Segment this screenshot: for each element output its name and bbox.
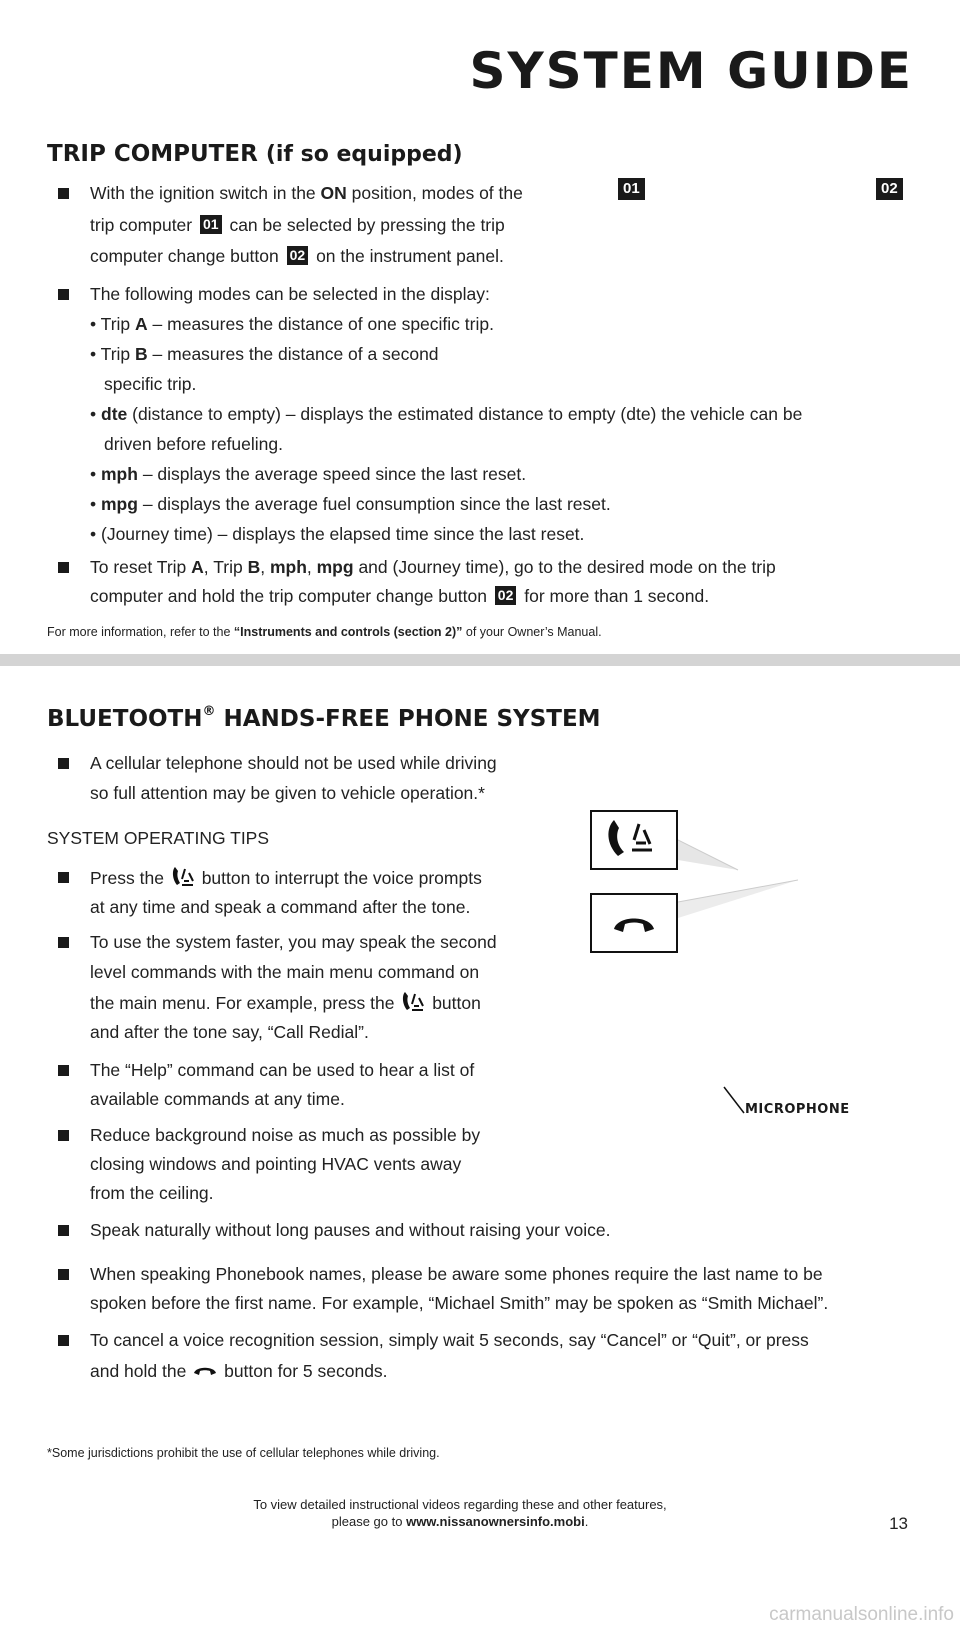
talk-phone-icon xyxy=(592,810,676,866)
tip-2-line-2: level commands with the main menu command on xyxy=(90,962,480,982)
bullet-square xyxy=(58,872,69,883)
footnote: *Some jurisdictions prohibit the use of cellular telephones while driving. xyxy=(47,1446,440,1460)
inline-badge-02: 02 xyxy=(287,246,309,265)
trip-bullet-1-line-3: computer change button 02 on the instrument panel. xyxy=(90,246,504,266)
tip-3-line-1: The “Help” command can be used to hear a list of xyxy=(90,1060,475,1080)
watermark: carmanualsonline.info xyxy=(769,1604,954,1625)
talk-phone-icon xyxy=(169,865,197,889)
bullet-square xyxy=(58,1335,69,1346)
section-divider xyxy=(0,654,960,666)
tip-1-line-1: Press the button to interrupt the voice prompts xyxy=(90,865,482,890)
microphone-label: MICROPHONE xyxy=(745,1102,850,1117)
footer-line-1: To view detailed instructional videos regarding these and other features, xyxy=(253,1497,667,1512)
tip-4-line-3: from the ceiling. xyxy=(90,1183,214,1203)
tip-3-line-2: available commands at any time. xyxy=(90,1089,345,1109)
tip-6-line-1: When speaking Phonebook names, please be aware some phones require the last name to be xyxy=(90,1264,823,1284)
talk-button-illustration xyxy=(590,810,678,870)
hang-up-button-illustration xyxy=(590,893,678,953)
bullet-square xyxy=(58,289,69,300)
bt-warning-line-1: A cellular telephone should not be used while driving xyxy=(90,753,497,773)
button-callout-lines xyxy=(678,830,798,920)
trip-bullet-1-line-1: With the ignition switch in the ON position, modes of the xyxy=(90,183,523,203)
footer-url-link[interactable]: www.nissanownersinfo.mobi xyxy=(406,1514,585,1529)
trip-computer-title: TRIP COMPUTER xyxy=(47,141,258,167)
hang-up-phone-icon xyxy=(592,893,676,949)
talk-phone-icon xyxy=(399,990,427,1014)
bullet-square xyxy=(58,758,69,769)
inline-badge-01: 01 xyxy=(200,215,222,234)
footer xyxy=(200,1496,720,1530)
tip-1-line-2: at any time and speak a command after the tone. xyxy=(90,897,471,917)
trip-bullet-3-line-1: To reset Trip A, Trip B, mph, mpg and (Journey time), go to the desired mode on the trip xyxy=(90,557,776,577)
bullet-square xyxy=(58,937,69,948)
bullet-square xyxy=(58,562,69,573)
bullet-square xyxy=(58,188,69,199)
page-header-title: SYSTEM GUIDE xyxy=(469,42,913,100)
tip-6-line-2: spoken before the first name. For example, “Michael Smith” may be spoken as “Smith Michael”. xyxy=(90,1293,829,1313)
tips-heading: SYSTEM OPERATING TIPS xyxy=(47,828,270,848)
bluetooth-heading: BLUETOOTH® HANDS-FREE PHONE SYSTEM xyxy=(47,704,601,732)
trip-mode-a: • Trip A – measures the distance of one specific trip. xyxy=(90,314,494,334)
footer-line-2: please go to www.nissanownersinfo.mobi. xyxy=(331,1514,589,1529)
callout-badge-02: 02 xyxy=(876,178,903,200)
trip-bullet-2-line-1: The following modes can be selected in the display: xyxy=(90,284,490,304)
trip-computer-suffix: (if so equipped) xyxy=(265,142,463,167)
hang-up-phone-icon xyxy=(191,1358,219,1382)
tip-7-line-1: To cancel a voice recognition session, simply wait 5 seconds, say “Cancel” or “Quit”, or press xyxy=(90,1330,809,1350)
page-number: 13 xyxy=(889,1514,908,1533)
tip-4-line-2: closing windows and pointing HVAC vents away xyxy=(90,1154,462,1174)
trip-mode-dte: • dte (distance to empty) – displays the estimated distance to empty (dte) the vehicle can be xyxy=(90,404,803,424)
bullet-square xyxy=(58,1225,69,1236)
trip-mode-mpg: • mpg – displays the average fuel consumption since the last reset. xyxy=(90,494,611,514)
trip-bullet-1-line-2: trip computer 01 can be selected by pressing the trip xyxy=(90,215,505,235)
trip-mode-mph: • mph – displays the average speed since the last reset. xyxy=(90,464,527,484)
bt-warning-line-2: so full attention may be given to vehicle operation.* xyxy=(90,783,485,803)
trip-mode-b-cont: specific trip. xyxy=(104,374,197,394)
tip-7-line-2: and hold the button for 5 seconds. xyxy=(90,1358,388,1383)
trip-mode-journey: • (Journey time) – displays the elapsed time since the last reset. xyxy=(90,524,585,544)
tip-5-line-1: Speak naturally without long pauses and without raising your voice. xyxy=(90,1220,611,1240)
tip-2-line-1: To use the system faster, you may speak the second xyxy=(90,932,497,952)
callout-badge-01: 01 xyxy=(618,178,645,200)
bullet-square xyxy=(58,1130,69,1141)
tip-4-line-1: Reduce background noise as much as possible by xyxy=(90,1125,481,1145)
bullet-square xyxy=(58,1065,69,1076)
trip-mode-dte-cont: driven before refueling. xyxy=(104,434,283,454)
trip-computer-heading xyxy=(47,141,463,167)
trip-bullet-3-line-2: computer and hold the trip computer change button 02 for more than 1 second. xyxy=(90,586,710,606)
tip-2-line-3: the main menu. For example, press the button xyxy=(90,990,481,1015)
tip-2-line-4: and after the tone say, “Call Redial”. xyxy=(90,1022,369,1042)
trip-manual-reference: For more information, refer to the “Instruments and controls (section 2)” of your Owner’s Manual. xyxy=(47,625,602,639)
bullet-square xyxy=(58,1269,69,1280)
inline-badge-02: 02 xyxy=(495,586,517,605)
trip-mode-b: • Trip B – measures the distance of a second xyxy=(90,344,439,364)
